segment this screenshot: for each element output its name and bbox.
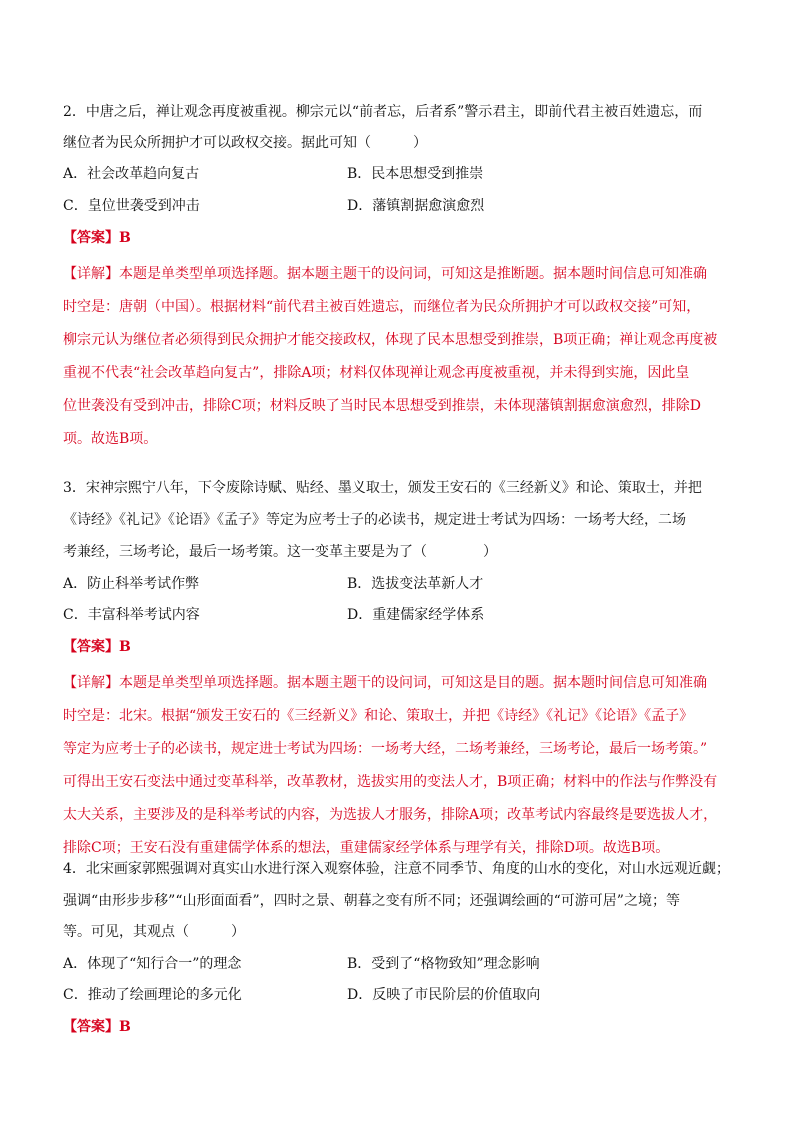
q3-answer-label: 【答案】 xyxy=(63,639,119,655)
q3-detail-line-3: 等定为应考士子的必读书，规定进士考试为四场：一场考大经，二场考兼经，三场考论，最后一场考策。” xyxy=(63,741,708,757)
q2-option-a: A．社会改革趋向复古 xyxy=(63,166,200,182)
q3-answer xyxy=(63,637,131,657)
q4-answer xyxy=(63,1017,131,1037)
q3-option-b: B．选拔变法革新人才 xyxy=(347,576,484,592)
q4-stem-line-2: 强调“由形步步移”“山形面面看”，四时之景、朝暮之变有所不同；还强调绘画的“可游可居”之境；等 xyxy=(63,893,680,909)
q4-option-b: B．受到了“格物致知”理念影响 xyxy=(347,956,540,972)
q2-detail-line-1: 【详解】本题是单类型单项选择题。据本题主题干的设问词，可知这是推断题。据本题时间信息可知准确 xyxy=(63,266,707,282)
q2-option-d: D．藩镇割据愈演愈烈 xyxy=(347,198,485,214)
q3-detail xyxy=(63,667,753,865)
q2-detail-line-2: 时空是：唐朝（中国）。根据材料“前代君主被百姓遗忘，而继位者为民众所拥护才可以政权交接”可知， xyxy=(63,299,701,315)
q4-option-d: D．反映了市民阶层的价值取向 xyxy=(347,987,541,1003)
q2-detail-line-4: 重视不代表“社会改革趋向复古”，排除A项；材料仅体现禅让观念再度被重视，并未得到实施，因此皇 xyxy=(63,365,690,381)
q3-detail-line-2: 时空是：北宋。根据“颁发王安石的《三经新义》和论、策取士，并把《诗经》《礼记》《论语》《孟子》 xyxy=(63,708,694,724)
q2-answer-label: 【答案】 xyxy=(63,230,119,246)
q3-stem-line-1: 3．宋神宗熙宁八年，下令废除诗赋、贴经、墨义取士，颁发王安石的《三经新义》和论、策取士，并把 xyxy=(63,480,702,496)
q4-stem-line-3: 等。可见，其观点（ ） xyxy=(63,924,245,940)
q3-stem-line-2: 《诗经》《礼记》《论语》《孟子》等定为应考士子的必读书，规定进士考试为四场：一场考大经，二场 xyxy=(63,512,686,528)
q2-stem-line-2: 继位者为民众所拥护才可以政权交接。据此可知（ ） xyxy=(63,135,427,151)
q2-detail-line-6: 项。故选B项。 xyxy=(63,431,158,447)
q3-detail-line-5: 太大关系，主要涉及的是科举考试的内容，为选拔人才服务，排除A项；改革考试内容最终是要选拔人才， xyxy=(63,807,718,823)
q3-option-d: D．重建儒家经学体系 xyxy=(347,607,485,623)
q2-detail-line-5: 位世袭没有受到冲击，排除C项；材料反映了当时民本思想受到推崇，未体现藩镇割据愈演愈烈，排除D xyxy=(63,398,701,414)
q3-option-a: A．防止科举考试作弊 xyxy=(63,576,200,592)
q4-stem-line-1: 4．北宋画家郭熙强调对真实山水进行深入观察体验，注意不同季节、角度的山水的变化，对山水远观近觑； xyxy=(63,861,730,877)
q2-detail xyxy=(63,258,753,456)
q4-answer-label: 【答案】 xyxy=(63,1019,119,1035)
q3-detail-line-4: 可得出王安石变法中通过变革科举，改革教材，选拔实用的变法人才，B项正确；材料中的作法与作弊没有 xyxy=(63,774,718,790)
q3-stem-line-3: 考兼经，三场考论，最后一场考策。这一变革主要是为了（ ） xyxy=(63,544,497,560)
q3-answer-value: B xyxy=(119,639,131,655)
q2-answer-value: B xyxy=(119,230,131,246)
q4-answer-value: B xyxy=(119,1019,131,1035)
q2-option-b: B．民本思想受到推崇 xyxy=(347,166,484,182)
q4-option-a: A．体现了“知行合一”的理念 xyxy=(63,956,242,972)
q2-stem-line-1: 2．中唐之后，禅让观念再度被重视。柳宗元以“前者忘，后者系”警示君主，即前代君主被百姓遗忘，而 xyxy=(63,104,703,120)
q2-answer xyxy=(63,228,131,248)
q3-detail-line-1: 【详解】本题是单类型单项选择题。据本题主题干的设问词，可知这是目的题。据本题时间信息可知准确 xyxy=(63,675,707,691)
q2-option-c: C．皇位世袭受到冲击 xyxy=(63,198,200,214)
q3-detail-line-6: 排除C项；王安石没有重建儒学体系的想法，重建儒家经学体系与理学有关，排除D项。故选B项。 xyxy=(63,840,670,856)
q4-option-c: C．推动了绘画理论的多元化 xyxy=(63,987,242,1003)
q3-option-c: C．丰富科举考试内容 xyxy=(63,607,200,623)
q2-detail-line-3: 柳宗元认为继位者必须得到民众拥护才能交接政权，体现了民本思想受到推崇，B项正确；禅让观念再度被 xyxy=(63,332,718,348)
